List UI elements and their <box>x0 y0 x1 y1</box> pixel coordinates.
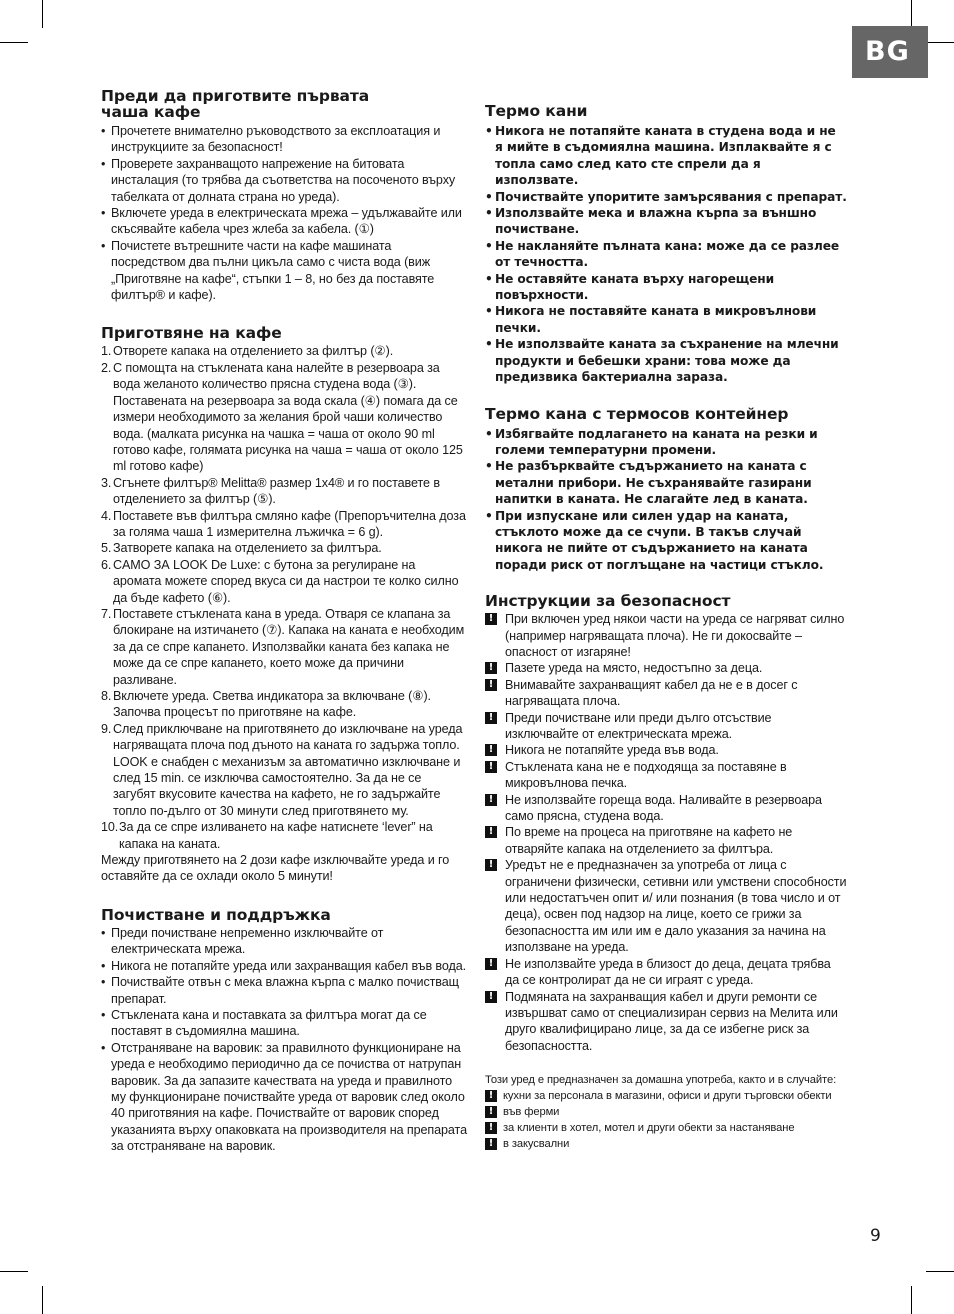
list-item: • Никога не поставяйте каната в микровълнови печки. <box>485 303 847 336</box>
safety-item: ! При включен уред някои части на уреда се нагряват силно (например нагряващата плоча). Не ги докосвайте – опасност от изгаряне! <box>485 611 847 660</box>
usage-intro: Този уред е предназначен за домашна употреба, както и в случайте: <box>485 1074 837 1087</box>
language-badge: BG <box>852 26 928 78</box>
warning-icon: ! <box>485 1122 497 1134</box>
list-item: • Никога не потапяйте каната в студена вода и не я мийте в съдомиялна машина. Изплаквайте я с топла само след като сте спрели да я използвате. <box>485 123 847 189</box>
list-item: • Не оставяйте каната върху нагорещени повърхности. <box>485 271 847 304</box>
warning-icon: ! <box>485 794 497 806</box>
prep-note: Между приготвянето на 2 дози кафе изключвайте уреда и го оставяйте да се охлади около 5 минути! <box>101 853 450 884</box>
list-item: • Почиствайте отвън с мека влажна кърпа с малко почистващ препарат. <box>101 974 467 1007</box>
step-item: 9. След приключване на приготвянето до изключване на уреда нагряващата плоча под дъното на каната го задържа топло. LOOK е снабден с механизъм за автоматично изключване и след 15 min. се изключва самостоятелно. За да не се загубят вкусовите качества на кафето, не го задържайте топло по-дълго от 30 минути след приготвянето му. <box>101 721 463 818</box>
crop-mark <box>911 1286 912 1314</box>
list-item: • Никога не потапяйте уреда или захранващия кабел във вода. <box>101 958 467 974</box>
usage-block <box>485 1072 847 1152</box>
usage-item: ! в закусвални <box>485 1136 847 1152</box>
step-item: 6. CAMO ЗА LOOK De Luxe: с бутона за регулиране на аромата можете според вкуса си да настрои те колко силно да бъде кафето (⑥). <box>101 557 459 605</box>
step-item: 7. Поставете стъклената кана в уреда. Отваря се клапана за блокиране на изтичането (⑦). Капака на каната е необходим за да се спре капането. Използвайки каната без капака не може да се спре капането, което може да причини разливане. <box>101 606 465 687</box>
list-item: • Прочетете внимателно ръководството за експлоатация и инструкциите за безопасност! <box>101 123 467 156</box>
list-item: • Включете уреда в електрическата мрежа – удължавайте или скъсявайте кабела чрез жлеба за кабела. (①) <box>101 205 467 238</box>
safety-item: ! Не използвайте гореща вода. Наливайте в резервоара само прясна, студена вода. <box>485 792 847 825</box>
section-heading-safety: Инструкции за безопасност <box>485 592 731 611</box>
usage-item: ! във ферми <box>485 1104 847 1120</box>
crop-mark <box>926 42 954 43</box>
warning-icon: ! <box>485 991 497 1003</box>
step-item: 8. Включете уреда. Светва индикатора за включване (⑧). Започва процесът по приготвяне на кафе. <box>101 689 431 720</box>
safety-item: ! Пазете уреда на място, недостъпно за деца. <box>485 660 847 676</box>
thermo-list <box>485 123 847 386</box>
thermo-container-list <box>485 426 847 574</box>
list-item: • Почиствайте упоритите замърсявания с препарат. <box>485 189 847 205</box>
warning-icon: ! <box>485 712 497 724</box>
safety-item: ! Подмяната на захранващия кабел и други ремонти се извършват само от специализиран сервиз на Мелита или друго квалифицирано лице, за да се избегне риск за безопасността. <box>485 989 847 1055</box>
list-item: • Избягвайте подлагането на каната на резки и големи температурни промени. <box>485 426 847 459</box>
list-item: • Използвайте мека и влажна кърпа за външно почистване. <box>485 205 847 238</box>
safety-item: ! Преди почистване или преди дълго отсъствие изключвайте от електрическата мрежа. <box>485 710 847 743</box>
warning-icon: ! <box>485 826 497 838</box>
safety-item: ! Уредът не е предназначен за употреба от лица с ограничени физически, сетивни или умствени способности или недостатъчен опит и/ или познания (в това число и от деца), освен под надзор на лице, което се грижи за безопасността им или им е дало указания за начина на използване на уреда. <box>485 857 847 955</box>
list-item: • Отстраняване на варовик: за правилното функциониране на уреда е необходимо периодично да се почиства от натрупан варовик. За да запазите качествата на уреда и правилното му функциониране почиствайте уреда от варовик след около 40 приготвяния на кафе. Почиствайте от варовик според указанията върху опаковката на производителя на препарата за отстраняване на варовик. <box>101 1040 467 1155</box>
warning-icon: ! <box>485 761 497 773</box>
crop-mark <box>0 42 28 43</box>
warning-icon: ! <box>485 859 497 871</box>
safety-item: ! Стъклената кана не е подходяща за поставяне в микровълнова печка. <box>485 759 847 792</box>
crop-mark <box>926 1271 954 1272</box>
section-heading-cleaning: Почистване и поддръжка <box>101 905 331 924</box>
safety-item: ! По време на процеса на приготвяне на кафето не отваряйте капака на отделението за филтъра. <box>485 824 847 857</box>
usage-item: ! за клиенти в хотел, мотел и други обекти за настаняване <box>485 1120 847 1136</box>
list-item: • Почистете вътрешните части на кафе машината посредством два пълни цикъла само с чиста вода (виж „Приготвяне на кафе“, стъпки 1 – 8, но без да поставяте филтър® и кафе). <box>101 238 467 304</box>
safety-list <box>485 611 847 1054</box>
section-heading-thermo-container: Термо кана с термосов контейнер <box>485 404 789 423</box>
warning-icon: ! <box>485 1106 497 1118</box>
step-item: 1. Отворете капака на отделението за филтър (②). <box>101 344 394 359</box>
list-item: • Проверете захранващото напрежение на битовата инсталация (то трябва да съответства на посоченото върху табелката от долната страна но уреда). <box>101 156 467 205</box>
prep-steps <box>101 343 467 884</box>
step-item: 3. Сгънете филтър® Melitta® размер 1x4® и го поставете в отделението за филтър (⑤). <box>101 475 440 507</box>
crop-mark <box>42 0 43 28</box>
before-first-list <box>101 123 467 303</box>
safety-item: ! Никога не потапяйте уреда във вода. <box>485 742 847 758</box>
warning-icon: ! <box>485 958 497 970</box>
list-item: • Не накланяйте пълната кана: може да се разлее от течността. <box>485 238 847 271</box>
step-item: 2. С помощта на стъклената кана налейте в резервоара за вода желаното количество прясна студена вода (③). Поставената на резервоара за вода скала (④) помага да се измери необходимото за желания брой чаши количество вода. (малката рисунка на чашка = чаша от около 90 ml готово кафе, голямата рисунка на чаша = чаша от около 125 ml готово кафе) <box>101 360 463 474</box>
list-item: • Не използвайте каната за съхранение на млечни продукти и бебешки храни: това може да предизвика бактериална зараза. <box>485 336 847 385</box>
left-column <box>101 88 467 1155</box>
warning-icon: ! <box>485 613 497 625</box>
warning-icon: ! <box>485 662 497 674</box>
safety-item: ! Внимавайте захранващият кабел да не е в досег с нагряващата плоча. <box>485 677 847 710</box>
warning-icon: ! <box>485 1138 497 1150</box>
cleaning-list <box>101 925 467 1155</box>
list-item: • При изпускане или силен удар на каната, стъклото може да се счупи. В такъв случай никога не пийте от съдържанието на каната поради риск от поглъщане на частици стъкло. <box>485 508 847 574</box>
page-number: 9 <box>870 1226 881 1246</box>
safety-item: ! Не използвайте уреда в близост до деца, децата трябва да се контролират да не си играят с уреда. <box>485 956 847 989</box>
list-item: • Не разбърквайте съдържанието на каната с метални прибори. Не съхранявайте газирани напитки в каната. Не слагайте лед в каната. <box>485 458 847 507</box>
crop-mark <box>42 1286 43 1314</box>
section-heading-before-first: Преди да приготвите първата чаша кафе <box>101 87 370 121</box>
warning-icon: ! <box>485 1090 497 1102</box>
section-heading-thermo: Термо кани <box>485 102 588 120</box>
section-heading-prep: Приготвяне на кафе <box>101 324 282 343</box>
crop-mark <box>0 1271 28 1272</box>
list-item: • Стъклената кана и поставката за филтъра могат да се поставят в съдомиялна машина. <box>101 1007 467 1040</box>
warning-icon: ! <box>485 679 497 691</box>
usage-item: ! кухни за персонала в магазини, офиси и други търговски обекти <box>485 1088 847 1104</box>
step-item: 10. За да се спре изливането на кафе натиснете ‘lever” на капака на каната. <box>101 820 433 851</box>
step-item: 4. Поставете във филтъра смляно кафе (Препоръчителна доза за голяма чаша 1 измерителна лъжичка = 6 g). <box>101 508 466 539</box>
crop-mark <box>911 0 912 28</box>
step-item: 5. Затворете капака на отделението за филтъра. <box>101 541 382 556</box>
right-column <box>485 103 847 1152</box>
list-item: • Преди почистване непременно изключвайте от електрическата мрежа. <box>101 925 467 958</box>
warning-icon: ! <box>485 744 497 756</box>
